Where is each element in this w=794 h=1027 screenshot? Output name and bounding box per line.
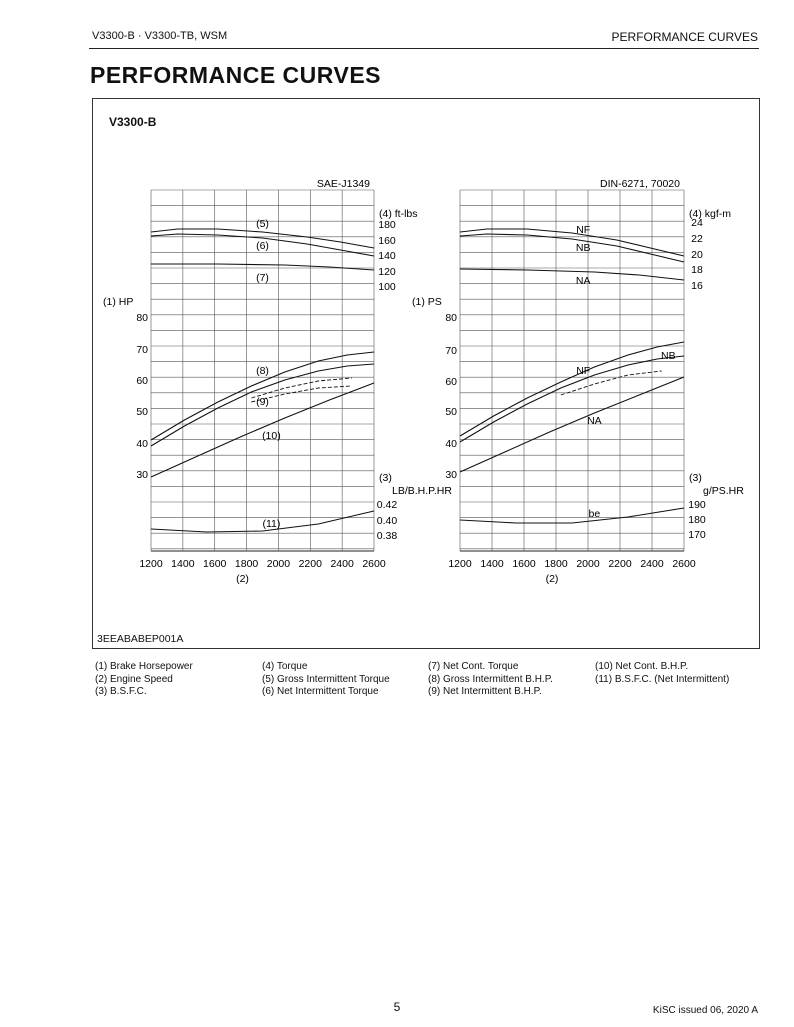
legend-item: (9) Net Intermittent B.H.P. (428, 686, 542, 697)
x-tick-label: 1200 (448, 558, 472, 570)
standard-label: SAE-J1349 (316, 178, 370, 190)
standard-label: DIN-6271, 70020 (600, 178, 680, 190)
bsfc-tick-label: 170 (688, 529, 706, 541)
x-tick-label: 2600 (672, 558, 696, 570)
curve-label: (11) (262, 518, 281, 530)
figure-model-label: V3300-B (109, 115, 157, 129)
power-axis-label: (1) HP (103, 296, 134, 308)
curve-label: NA (587, 415, 602, 427)
x-tick-label: 1400 (171, 558, 195, 570)
power-tick-label: 40 (445, 438, 457, 450)
power-axis-label: (1) PS (412, 296, 442, 308)
bsfc-axis-label: (3) (689, 472, 702, 484)
bsfc-tick-label: 0.38 (376, 530, 398, 542)
bsfc-unit-label: LB/B.H.P.HR (392, 485, 452, 497)
torque-tick-label: 120 (378, 266, 396, 278)
power-tick-label: 70 (136, 344, 148, 356)
curve-label: (9) (256, 396, 269, 408)
x-tick-label: 1600 (512, 558, 536, 570)
curve-label: NB (661, 350, 676, 362)
curve-label: NF (576, 365, 591, 377)
curve-label: NF (576, 224, 591, 236)
x-tick-label: 2000 (266, 558, 291, 570)
curve-label: (6) (256, 240, 269, 252)
legend-item: (8) Gross Intermittent B.H.P. (428, 673, 553, 685)
curve-label: NA (575, 275, 591, 287)
figure-code: 3EEABABEP001A (97, 633, 184, 645)
power-tick-label: 60 (445, 376, 457, 388)
x-tick-label: 1600 (203, 558, 227, 570)
x-tick-label: 2000 (576, 558, 600, 570)
curve-label: (5) (256, 218, 269, 230)
curve-label: (8) (256, 365, 269, 377)
curve-label: (10) (262, 430, 281, 442)
bsfc-tick-label: 0.42 (376, 499, 398, 511)
power-tick-label: 50 (445, 406, 457, 418)
na-power-curve (460, 377, 684, 472)
torque-axis-label: (4) kgf-m (689, 208, 731, 220)
torque-tick-label: 160 (378, 235, 396, 247)
issue-note: KiSC issued 06, 2020 A (652, 1005, 758, 1016)
torque-tick-label: 16 (691, 280, 703, 292)
x-tick-label: 2400 (640, 558, 664, 570)
x-tick-label: 2200 (298, 558, 322, 570)
page-title: PERFORMANCE CURVES (90, 62, 381, 88)
x-axis-label: (2) (545, 573, 559, 585)
bsfc-tick-label: 180 (688, 514, 706, 526)
legend-item: (10) Net Cont. B.H.P. (595, 661, 689, 672)
bsfc-unit-label: g/PS.HR (703, 485, 744, 497)
curve-label: NB (575, 242, 591, 254)
curve-label: be (588, 508, 601, 520)
header-doc-title: V3300-B · V3300-TB, WSM (92, 30, 228, 42)
legend-item: (11) B.S.F.C. (Net Intermittent) (595, 673, 730, 685)
header-section-title: PERFORMANCE CURVES (611, 30, 758, 44)
x-tick-label: 2600 (362, 558, 386, 570)
x-tick-label: 2200 (608, 558, 632, 570)
legend-item: (6) Net Intermittent Torque (262, 686, 379, 697)
x-axis-label: (2) (236, 573, 249, 585)
legend-item: (4) Torque (262, 661, 308, 672)
chart-left (103, 178, 452, 585)
net-cont-torque-curve (151, 264, 374, 270)
x-tick-label: 2400 (330, 558, 354, 570)
power-tick-label: 30 (445, 469, 457, 481)
legend-item: (1) Brake Horsepower (95, 661, 193, 672)
power-tick-label: 60 (136, 375, 148, 387)
legend-item: (2) Engine Speed (95, 673, 173, 685)
torque-axis-label: (4) ft-lbs (379, 208, 418, 220)
bsfc-tick-label: 0.40 (376, 515, 398, 527)
nf-torque-curve (460, 229, 684, 256)
nf-power-curve (460, 356, 684, 442)
x-tick-label: 1800 (234, 558, 259, 570)
curve-label: (7) (256, 272, 269, 284)
legend-item: (5) Gross Intermittent Torque (262, 673, 390, 685)
torque-tick-label: 18 (691, 264, 703, 276)
x-tick-label: 1800 (544, 558, 568, 570)
net-bhp-dashed-curve (251, 378, 351, 398)
torque-tick-label: 100 (378, 281, 396, 293)
na-torque-curve (460, 269, 684, 280)
power-tick-label: 80 (136, 312, 148, 324)
power-tick-label: 80 (445, 312, 457, 324)
chart-right (412, 178, 744, 585)
power-tick-label: 30 (136, 469, 148, 481)
be-curve (460, 508, 684, 523)
power-tick-label: 70 (445, 345, 457, 357)
bsfc-tick-label: 190 (688, 499, 706, 511)
torque-tick-label: 180 (378, 219, 396, 231)
power-tick-label: 50 (136, 406, 148, 418)
torque-tick-label: 140 (378, 250, 396, 262)
power-tick-label: 40 (136, 438, 148, 450)
torque-tick-label: 24 (691, 217, 703, 229)
x-tick-label: 1200 (139, 558, 163, 570)
x-tick-label: 1400 (480, 558, 504, 570)
page-number: 5 (393, 1000, 401, 1014)
bsfc-axis-label: (3) (379, 472, 392, 484)
torque-tick-label: 22 (691, 233, 703, 245)
torque-tick-label: 20 (691, 249, 703, 261)
legend-item: (3) B.S.F.C. (95, 686, 147, 697)
legend-item: (7) Net Cont. Torque (428, 661, 519, 672)
